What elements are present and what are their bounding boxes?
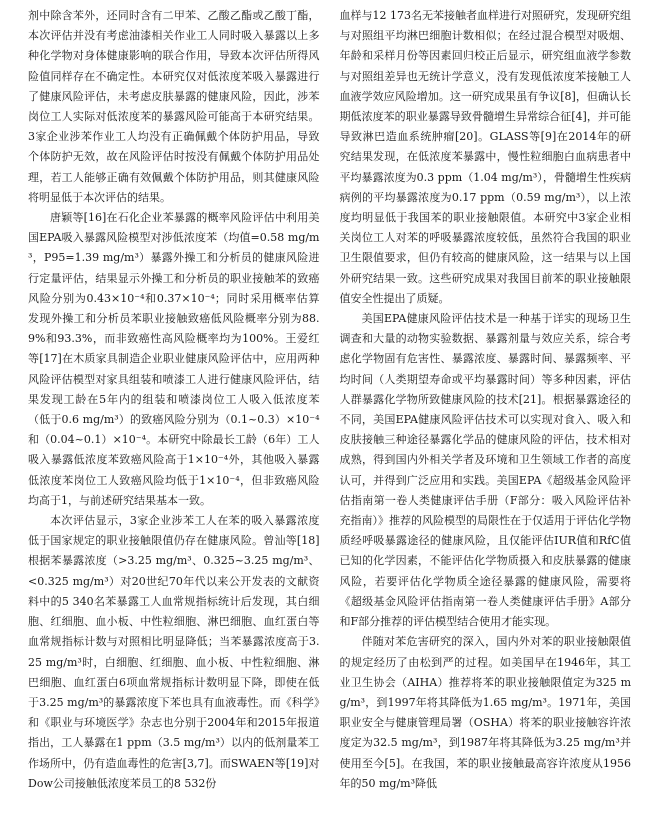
paragraph: 唐颖等[16]在石化企业苯暴露的概率风险评估中利用美国EPA吸入暴露风险模型对涉低浓度苯（均值=0.58 mg/m³，P95=1.39 mg/m³）暴露外操工和分析员的健康风险进行定量评估，结果显示外操工和分析员的职业接触苯的致癌风险分别为0.43×10⁻⁴和0.37×10⁻⁴；同时采用概率估算发现外操工和分析员苯职业接触致癌低风险概率分别为88.9%和93.3%，而非致癌性高风险概率均为100%。王爱红等[17]在木质家具制造企业职业健康风险评估中，应用两种风险评估模型对家具组装和喷漆工人进行健康风险评估，结果发现工龄在5年内的组装和喷漆岗位工人吸入低浓度苯（低于0.6 mg/m³）的致癌风险分别为（0.1~0.3）×10⁻⁴和（0.04~0.1）×10⁻⁴。本研究中除最长工龄（6年）工人吸入暴露低浓度苯致癌风险高于1×10⁻⁴外，其他吸入暴露低浓度苯岗位工人致癌风险均低于1×10⁻⁴，但非致癌风险均高于1，与前述研究结果基本一致。 bbox=[28, 211, 320, 507]
left-column bbox=[28, 6, 320, 831]
paragraph: 剂中除含苯外，还同时含有二甲苯、乙酸乙酯或乙酸丁酯，本次评估并没有考虑油漆相关作业工人同时吸入暴露以上多种化学物对身体健康影响的联合作用，导致本次评估所得风险值同样存在不确定性。本研究仅对低浓度苯吸入暴露进行了健康风险评估，未考虑皮肤暴露的健康风险，因此，涉苯岗位工人实际对低浓度苯的暴露风险可能高于本研究结果。3家企业涉苯作业工人均没有正确佩戴个体防护用品，导致个体防护无效，故在风险评估时按没有佩戴个体防护用品处理，若工人能够正确有效佩戴个体防护用品，则其健康风险将明显低于本次评估的结果。 bbox=[28, 9, 320, 204]
paragraph: 本次评估显示，3家企业涉苯工人在苯的吸入暴露浓度低于国家规定的职业接触限值仍存在健康风险。曾汕等[18]根据苯暴露浓度（>3.25 mg/m³、0.325~3.25 mg/m³、<0.325 mg/m³）对20世纪70年代以来公开发表的文献资料中的5 340名苯暴露工人血常规指标统计后发现，其白细胞、红细胞、血小板、中性粒细胞、淋巴细胞、血红蛋白等血常规指标计数与对照相比明显降低；当苯暴露浓度高于3.25 mg/m³时，白细胞、红细胞、血小板、中性粒细胞、淋巴细胞、血红蛋白6项血常规指标计数明显下降，即使在低于3.25 mg/m³的暴露浓度下苯也具有血液毒性。而《科学》和《职业与环境医学》杂志也分别于2004年和2015年报道指出，工人暴露在1 ppm（3.5 mg/m³）以内的低剂量苯工作场所中，仍有造血毒性的危害[3,7]。而SWAEN等[19]对Dow公司接触低浓度苯员工的8 532份 bbox=[28, 514, 320, 790]
paragraph: 美国EPA健康风险评估技术是一种基于详实的现场卫生调查和大量的动物实验数据、暴露剂量与效应关系，综合考虑化学物固有危害性、暴露浓度、暴露时间、暴露频率、平均时间（人类期望寿命或平均暴露时间）等多种因素，评估人群暴露化学物所致健康风险的技术[21]。根据暴露途径的不同，美国EPA健康风险评估技术可以实现对食入、吸入和皮肤接触三种途径暴露化学品的健康风险的评估，技术相对成熟，得到国内外相关学者及环境和卫生领域工作者的高度认可，并得到广泛应用和实践。美国EPA《超级基金风险评估指南第一卷人类健康评估手册（F部分：吸入风险评估补充指南）》推荐的风险模型的局限性在于仅适用于评估化学物质经呼吸暴露途径的健康风险，且仅能评估IUR值和RfC值已知的化学因素，不能评估化学物质摄入和皮肤暴露的健康风险，若要评估化学物质全途径暴露的健康风险，需要将《超级基金风险评估指南第一卷人类健康评估手册》A部分和F部分推荐的评估模型结合使用才能实现。 bbox=[339, 312, 631, 629]
paragraph: 血样与12 173名无苯接触者血样进行对照研究，发现研究组与对照组平均淋巴细胞计数相似；在经过混合模型对吸烟、年龄和采样月份等因素回归校正后显示，研究组血液学参数与对照组差异也无统计学意义，没有发现低浓度苯接触工人血液学效应风险增加。这一研究成果虽有争议[8]，但确认长期低浓度苯的职业暴露导致骨髓增生异常综合征[4]，并可能导致淋巴造血系统肿瘤[20]。GLASS等[9]在2014年的研究结果发现，在低浓度苯暴露中，慢性粒细胞白血病患者中平均暴露浓度为0.3 ppm（1.04 mg/m³），骨髓增生性疾病病例的平均暴露浓度为0.17 ppm（0.59 mg/m³），以上浓度均明显低于我国苯的职业接触限值。本研究中3家企业相关岗位工人对苯的呼吸暴露浓度较低，虽然符合我国的职业卫生限值要求，但仍有较高的健康风险，这一结果与以上国外研究结果一致。这些研究成果对我国目前苯的职业接触限值安全性提出了质疑。 bbox=[339, 9, 631, 305]
right-column bbox=[340, 6, 632, 831]
paragraph: 伴随对苯危害研究的深入，国内外对苯的职业接触限值的规定经历了由松到严的过程。如美国早在1946年，其工业卫生协会（AIHA）推荐将苯的职业接触限值定为325 mg/m³，到1997年将其降低为1.65 mg/m³。1971年，美国职业安全与健康管理局署（OSHA）将苯的职业接触容许浓度定为32.5 mg/m³，到1987年将其降低为3.25 mg/m³并使用至今[5]。在我国，苯的职业接触最高容许浓度从1956年的50 mg/m³降低 bbox=[339, 635, 631, 790]
